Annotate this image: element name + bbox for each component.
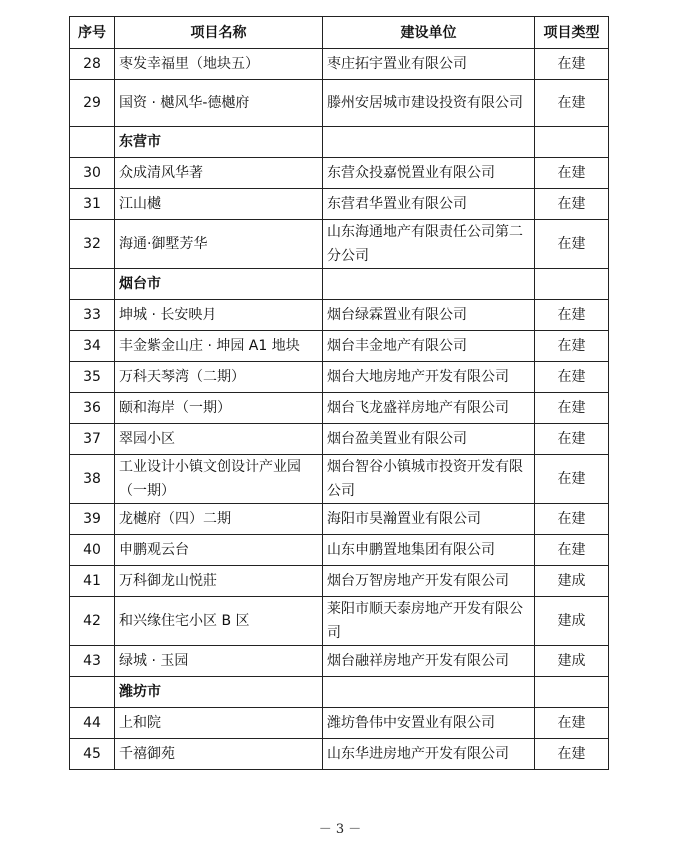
row-project-type: 在建 <box>535 300 609 331</box>
row-no: 39 <box>70 504 115 535</box>
row-project-name: 翠园小区 <box>115 424 323 455</box>
group-row-yantai <box>70 269 609 300</box>
header-name: 项目名称 <box>115 17 323 49</box>
row-no: 29 <box>70 80 115 127</box>
page-number: － 3 － <box>318 822 362 837</box>
row-project-type: 在建 <box>535 158 609 189</box>
project-table <box>69 16 609 770</box>
row-project-type: 在建 <box>535 424 609 455</box>
row-project-type: 在建 <box>535 455 609 504</box>
table-row <box>70 362 609 393</box>
row-no: 37 <box>70 424 115 455</box>
row-builder: 山东申鹏置地集团有限公司 <box>323 535 535 566</box>
table-row <box>70 49 609 80</box>
table-row <box>70 504 609 535</box>
row-project-name: 万科御龙山悦莊 <box>115 566 323 597</box>
group-city-label: 潍坊市 <box>115 677 323 708</box>
table-row <box>70 455 609 504</box>
row-project-type: 在建 <box>535 220 609 269</box>
row-no: 41 <box>70 566 115 597</box>
row-builder: 烟台飞龙盛祥房地产有限公司 <box>323 393 535 424</box>
row-project-type: 在建 <box>535 535 609 566</box>
row-no: 43 <box>70 646 115 677</box>
row-project-name: 海通·御墅芳华 <box>115 220 323 269</box>
row-project-name: 丰金紫金山庄 · 坤园 A1 地块 <box>115 331 323 362</box>
row-no: 31 <box>70 189 115 220</box>
row-builder: 海阳市昊瀚置业有限公司 <box>323 504 535 535</box>
row-builder: 烟台融祥房地产开发有限公司 <box>323 646 535 677</box>
row-project-name: 工业设计小镇文创设计产业园（一期） <box>115 455 323 504</box>
row-project-type: 在建 <box>535 708 609 739</box>
table-row <box>70 80 609 127</box>
row-builder: 枣庄拓宇置业有限公司 <box>323 49 535 80</box>
row-no: 32 <box>70 220 115 269</box>
row-project-type: 在建 <box>535 739 609 770</box>
row-project-name: 坤城 · 长安映月 <box>115 300 323 331</box>
row-project-name: 绿城 · 玉园 <box>115 646 323 677</box>
row-project-type: 在建 <box>535 49 609 80</box>
row-project-type: 在建 <box>535 331 609 362</box>
row-project-type: 在建 <box>535 504 609 535</box>
row-builder: 烟台盈美置业有限公司 <box>323 424 535 455</box>
row-builder: 潍坊鲁伟中安置业有限公司 <box>323 708 535 739</box>
row-project-name: 千禧御苑 <box>115 739 323 770</box>
row-no: 30 <box>70 158 115 189</box>
table-row <box>70 646 609 677</box>
row-no: 42 <box>70 597 115 646</box>
row-project-name: 枣发幸福里（地块五） <box>115 49 323 80</box>
row-builder: 烟台智谷小镇城市投资开发有限公司 <box>323 455 535 504</box>
row-no: 36 <box>70 393 115 424</box>
table-row <box>70 566 609 597</box>
row-project-name: 颐和海岸（一期） <box>115 393 323 424</box>
row-builder: 东营众投嘉悦置业有限公司 <box>323 158 535 189</box>
row-builder: 莱阳市顺天泰房地产开发有限公司 <box>323 597 535 646</box>
row-no: 44 <box>70 708 115 739</box>
table-row <box>70 739 609 770</box>
row-project-name: 和兴缘住宅小区 B 区 <box>115 597 323 646</box>
row-project-type: 在建 <box>535 189 609 220</box>
table-row <box>70 300 609 331</box>
group-row-dongying <box>70 127 609 158</box>
header-no: 序号 <box>70 17 115 49</box>
row-project-name: 龙樾府（四）二期 <box>115 504 323 535</box>
table-row <box>70 220 609 269</box>
row-project-type: 建成 <box>535 597 609 646</box>
row-project-name: 万科天琴湾（二期） <box>115 362 323 393</box>
row-project-name: 江山樾 <box>115 189 323 220</box>
row-project-type: 建成 <box>535 646 609 677</box>
row-builder: 山东海通地产有限责任公司第二分公司 <box>323 220 535 269</box>
row-builder: 烟台绿霖置业有限公司 <box>323 300 535 331</box>
row-project-name: 国资 · 樾风华-德樾府 <box>115 80 323 127</box>
row-no: 38 <box>70 455 115 504</box>
row-no: 28 <box>70 49 115 80</box>
row-builder: 滕州安居城市建设投资有限公司 <box>323 80 535 127</box>
row-project-type: 建成 <box>535 566 609 597</box>
group-city-label: 烟台市 <box>115 269 323 300</box>
table-row <box>70 708 609 739</box>
row-builder: 东营君华置业有限公司 <box>323 189 535 220</box>
row-project-name: 申鹏观云台 <box>115 535 323 566</box>
group-row-weifang <box>70 677 609 708</box>
group-city-label: 东营市 <box>115 127 323 158</box>
row-no: 34 <box>70 331 115 362</box>
row-no: 35 <box>70 362 115 393</box>
table-row <box>70 331 609 362</box>
table-row <box>70 189 609 220</box>
row-project-name: 众成清风华著 <box>115 158 323 189</box>
table-header-row <box>70 17 609 49</box>
table-row <box>70 393 609 424</box>
table-row <box>70 158 609 189</box>
row-project-type: 在建 <box>535 80 609 127</box>
row-builder: 烟台大地房地产开发有限公司 <box>323 362 535 393</box>
row-project-type: 在建 <box>535 393 609 424</box>
header-type: 项目类型 <box>535 17 609 49</box>
table-row <box>70 535 609 566</box>
row-no: 33 <box>70 300 115 331</box>
table-row <box>70 597 609 646</box>
row-project-name: 上和院 <box>115 708 323 739</box>
row-no: 40 <box>70 535 115 566</box>
row-builder: 山东华进房地产开发有限公司 <box>323 739 535 770</box>
row-builder: 烟台万智房地产开发有限公司 <box>323 566 535 597</box>
row-no: 45 <box>70 739 115 770</box>
header-unit: 建设单位 <box>323 17 535 49</box>
row-builder: 烟台丰金地产有限公司 <box>323 331 535 362</box>
row-project-type: 在建 <box>535 362 609 393</box>
table-row <box>70 424 609 455</box>
